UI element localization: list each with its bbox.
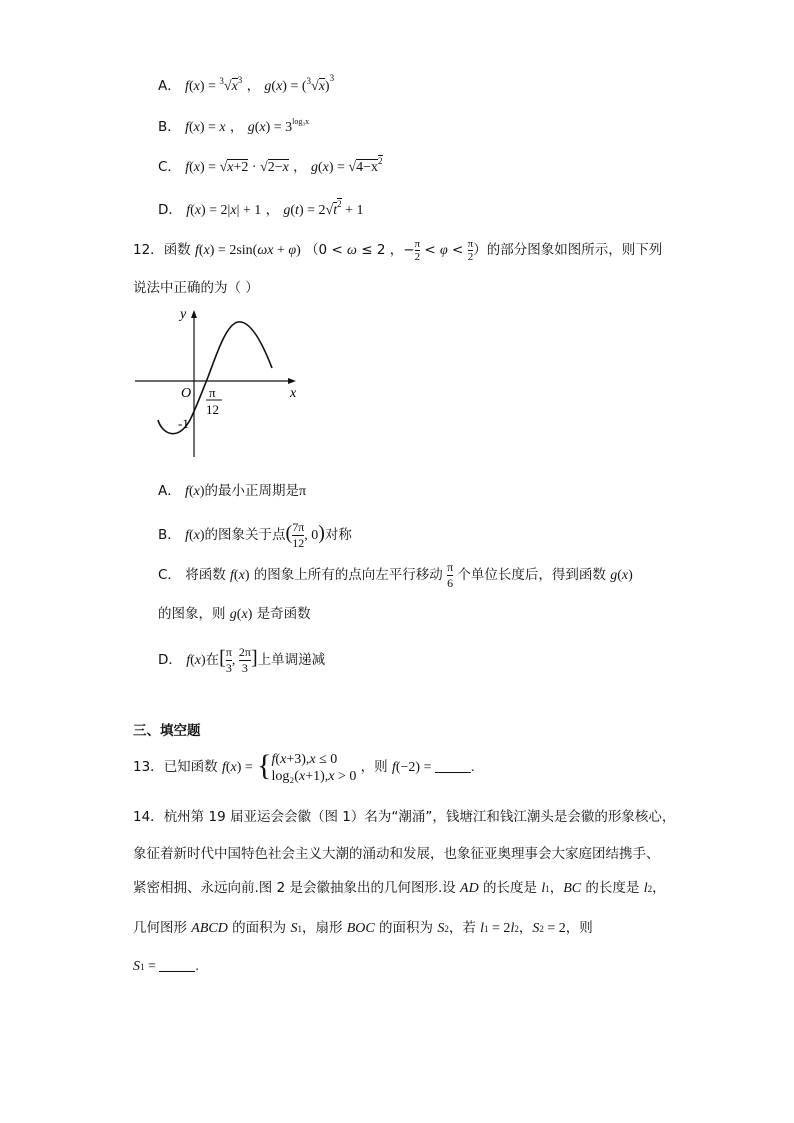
q14-line4: 几何图形 ABCD 的面积为 S1，扇形 BOC 的面积为 S2，若 l1 = 2l2，S2 = 2，则 (133, 920, 593, 936)
q11-option-c: C． f(x) = √x+2 · √2−x ， $g(x) = √4-x^2$ (158, 156, 383, 175)
q14-line3: 紧密相拥、永远向前.图 2 是会徽抽象出的几何图形.设 AD 的长度是 l1，BC 的长度是 l2， (133, 880, 666, 896)
section-title: 三、填空题 (133, 723, 201, 739)
q14-line2: 象征着新时代中国特色社会主义大潮的涌动和发展，也象征亚奥理事会大家庭团结携手、 (133, 846, 660, 862)
neg-one-label: -1 (178, 416, 189, 431)
y-axis-arrow (191, 310, 197, 318)
q11-option-a: A． $f(x) = ^3√x^3$ ， $g(x) = (^3√x)^3$ (158, 73, 335, 94)
q12-stem-line2: 说法中正确的为（ ） (133, 280, 259, 296)
origin-label: O (181, 386, 192, 401)
q12-option-b: B． f(x)的图象关于点( $\frac{7\pi}{12}$ , 0)对称 (158, 520, 352, 550)
pi-label: π (209, 385, 216, 400)
q14-line5: S1 = . (133, 959, 199, 974)
q12-stem-line1: 12．函数 f(x) = 2sin(ωx + φ) （0 < ω ≤ 2 ，− $\frac{\pi}{2}$ < φ < $\frac{\pi}{2}$ ）的部分图象如图所示，则下列 (133, 238, 663, 263)
q11-option-d: D． f(x) = 2|x| + 1 ， $g(t) = 2√t^2 + 1$ (158, 199, 364, 218)
q13-answer-blank[interactable] (435, 760, 471, 773)
q12-option-a: A． f(x)的最小正周期是π (158, 483, 307, 499)
twelve-label: 12 (206, 402, 219, 417)
q13: 13．已知函数 f(x) = { f(x+3),x ≤ 0 log₂(x+1),x > 0 ，则 f(−2) = . (133, 749, 475, 784)
x-label: x (290, 386, 297, 401)
q12-option-c-line1: C． 将函数 f(x) 的图象上所有的点向左平行移动 $\frac{\pi}{6}$ 个单位长度后，得到函数 g(x) (158, 560, 633, 590)
x-axis-arrow (288, 378, 296, 384)
q12-option-c-line2: 的图象，则 g(x) 是奇函数 (158, 606, 311, 622)
q11-a-f: f (185, 79, 189, 94)
q12-sine-graph (130, 302, 310, 462)
q14-answer-blank[interactable] (159, 959, 195, 972)
q11-option-b: B． f(x) = x ， $g(x) = 3^{log_3x}$ (158, 117, 310, 135)
q14-line1: 14．杭州第 19 届亚运会会徽（图 1）名为“潮涌”，钱塘江和钱江潮头是会徽的形象核心， (133, 809, 676, 825)
y-label: y (180, 307, 187, 322)
q12-option-d: D． f(x)在[ $\frac{\pi}{3}$ , $\frac{2\pi}{3}$ ]上单调递减 (158, 645, 326, 675)
